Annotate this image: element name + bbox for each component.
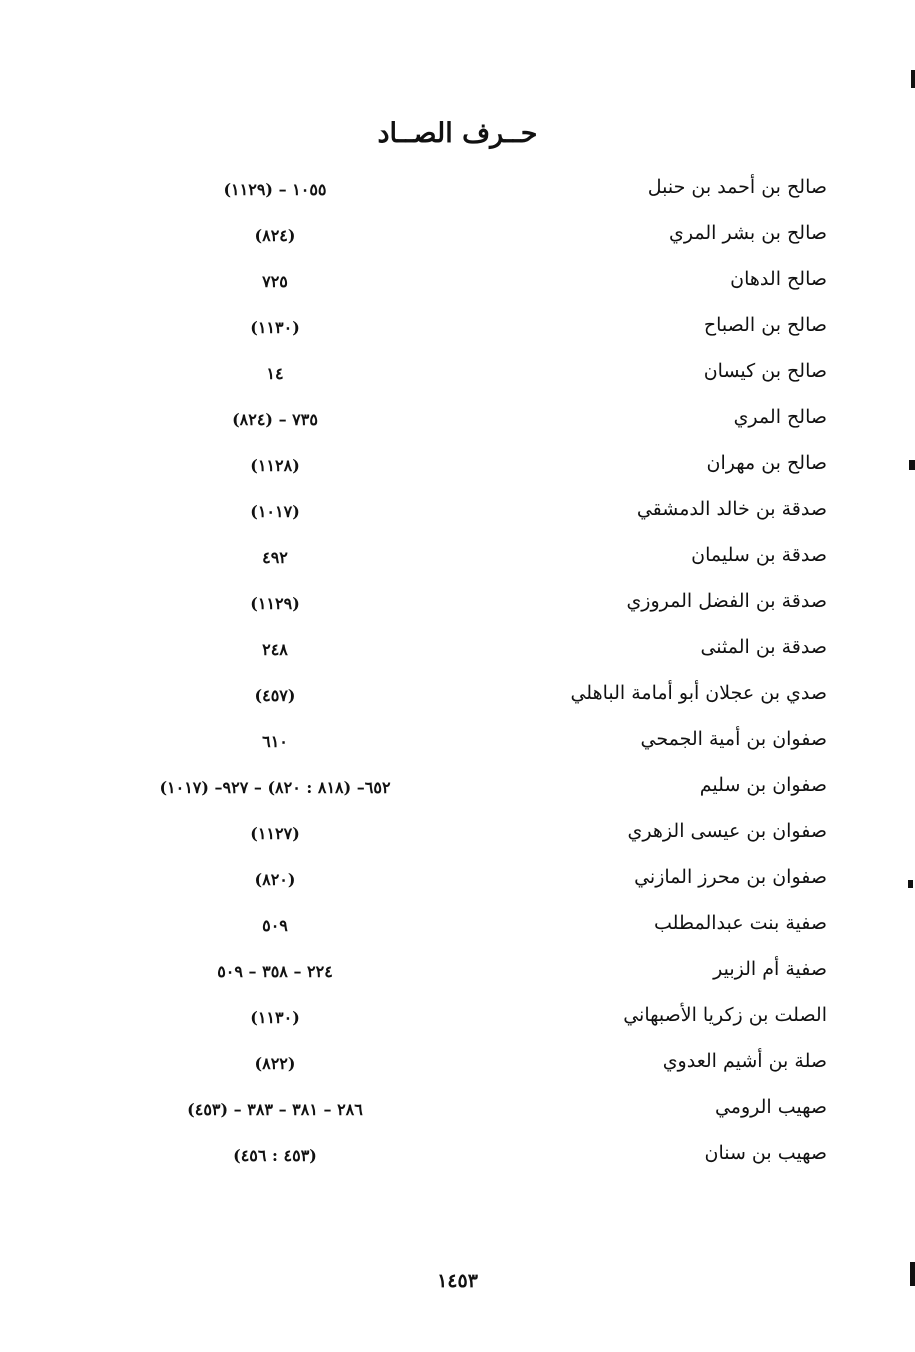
entry-pages: (٨٢٢) xyxy=(254,1054,296,1073)
entry-pages: ٢٤٨ xyxy=(262,640,288,659)
index-entry xyxy=(0,952,915,998)
entry-name: صالح بن مهران xyxy=(706,452,827,474)
page-number: ١٤٥٣ xyxy=(437,1270,478,1292)
entry-pages: ٧٢٥ xyxy=(262,272,288,291)
entry-pages: (١١٢٧) xyxy=(250,824,300,843)
entry-pages: ٦١٠ xyxy=(262,732,288,751)
index-entries xyxy=(0,170,915,1182)
entry-pages: ٦٥٢– (٨١٨ : ٨٢٠) – ٩٢٧– (١٠١٧) xyxy=(159,778,391,797)
index-entry xyxy=(0,676,915,722)
scan-edge-mark xyxy=(910,1262,915,1286)
entry-pages: ٤٩٢ xyxy=(262,548,288,567)
index-entry xyxy=(0,860,915,906)
index-entry xyxy=(0,906,915,952)
entry-name: الصلت بن زكريا الأصبهاني xyxy=(623,1004,827,1026)
entry-pages: ١٤ xyxy=(266,364,284,383)
entry-pages: ٧٣٥ – (٨٢٤) xyxy=(232,410,318,429)
index-entry xyxy=(0,446,915,492)
index-entry xyxy=(0,1090,915,1136)
entry-pages: ٢٢٤ – ٣٥٨ – ٥٠٩ xyxy=(217,962,333,981)
index-entry xyxy=(0,308,915,354)
entry-pages: ١٠٥٥ – (١١٢٩) xyxy=(223,180,327,199)
scan-edge-mark xyxy=(909,460,915,470)
entry-pages: (١٠١٧) xyxy=(250,502,300,521)
entry-name: صفوان بن محرز المازني xyxy=(634,866,827,888)
section-heading: حــرف الصــاد xyxy=(377,118,538,149)
entry-pages: (١١٢٨) xyxy=(250,456,300,475)
entry-name: صلة بن أشيم العدوي xyxy=(662,1050,827,1072)
entry-name: صدقة بن الفضل المروزي xyxy=(626,590,827,612)
entry-name: صفوان بن عيسى الزهري xyxy=(627,820,827,842)
entry-pages: ٢٨٦ – ٣٨١ – ٣٨٣ – (٤٥٣) xyxy=(187,1100,363,1119)
index-entry xyxy=(0,400,915,446)
entry-name: صفوان بن أمية الجمحي xyxy=(640,728,827,750)
entry-name: صفية بنت عبدالمطلب xyxy=(653,912,827,934)
scan-edge-mark xyxy=(908,880,913,888)
entry-pages: (١١٣٠) xyxy=(250,318,300,337)
entry-name: صالح الدهان xyxy=(730,268,827,290)
entry-pages: ٥٠٩ xyxy=(262,916,288,935)
entry-name: صالح بن الصباح xyxy=(703,314,827,336)
index-entry xyxy=(0,1044,915,1090)
entry-name: صالح بن كيسان xyxy=(703,360,827,382)
index-entry xyxy=(0,354,915,400)
entry-pages: (٨٢٠) xyxy=(254,870,296,889)
entry-pages: (٤٥٣ : ٤٥٦) xyxy=(233,1146,317,1165)
entry-pages: (١١٢٩) xyxy=(250,594,300,613)
index-entry xyxy=(0,998,915,1044)
index-entry xyxy=(0,538,915,584)
entry-name: صفية أم الزبير xyxy=(713,958,827,980)
entry-pages: (٨٢٤) xyxy=(254,226,296,245)
entry-name: صدقة بن خالد الدمشقي xyxy=(636,498,827,520)
index-entry xyxy=(0,170,915,216)
index-entry xyxy=(0,768,915,814)
index-entry xyxy=(0,492,915,538)
entry-name: صدقة بن سليمان xyxy=(691,544,827,566)
index-entry xyxy=(0,1136,915,1182)
entry-name: صالح بن بشر المري xyxy=(669,222,827,244)
entry-name: صهيب بن سنان xyxy=(704,1142,827,1164)
scan-edge-mark xyxy=(911,70,915,88)
entry-name: صفوان بن سليم xyxy=(699,774,827,796)
index-entry xyxy=(0,630,915,676)
entry-name: صدي بن عجلان أبو أمامة الباهلي xyxy=(570,682,827,704)
entry-pages: (١١٣٠) xyxy=(250,1008,300,1027)
index-entry xyxy=(0,216,915,262)
entry-name: صدقة بن المثنى xyxy=(700,636,827,658)
entry-name: صالح المري xyxy=(733,406,827,428)
index-entry xyxy=(0,814,915,860)
index-entry xyxy=(0,262,915,308)
index-entry xyxy=(0,722,915,768)
entry-name: صالح بن أحمد بن حنبل xyxy=(647,176,827,198)
entry-pages: (٤٥٧) xyxy=(254,686,296,705)
index-entry xyxy=(0,584,915,630)
entry-name: صهيب الرومي xyxy=(714,1096,827,1118)
